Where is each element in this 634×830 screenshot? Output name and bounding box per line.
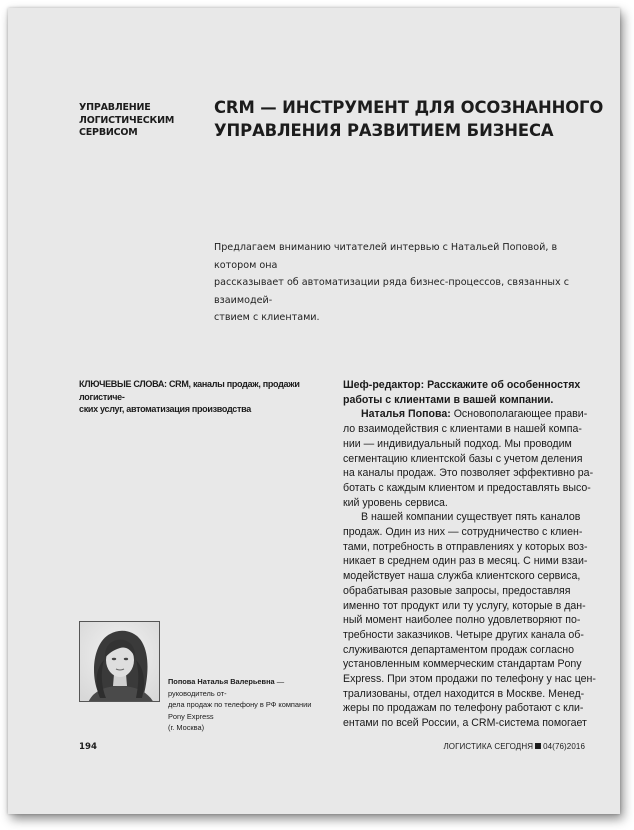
caption-name: Попова Наталья Валерьевна <box>168 677 275 686</box>
answer-name: Наталья Попова: <box>361 408 451 421</box>
article-lead: Предлагаем вниманию читателей интервью с Натальей Поповой, в котором она рассказывает об автоматизации ряда бизнес-процессов, связанных с взаимодей- ствием с клиентами. <box>214 242 569 324</box>
keywords: КЛЮЧЕВЫЕ СЛОВА: CRM, каналы продаж, продажи логистиче- ских услуг, автоматизация производства <box>79 379 300 414</box>
page-number: 194 <box>79 742 97 752</box>
portrait-image <box>80 622 160 702</box>
section-label: УПРАВЛЕНИЕ ЛОГИСТИЧЕСКИМ СЕРВИСОМ <box>79 102 175 138</box>
editor-question: Шеф-редактор: Расскажите об особенностях работы с клиентами в вашей компании. <box>343 379 581 406</box>
magazine-page <box>8 8 620 814</box>
author-photo <box>79 621 160 702</box>
photo-caption: Попова Наталья Валерьевна — руководитель от- дела продаж по телефону в РФ компании Pony Express (г. Москва) <box>168 677 312 732</box>
answer-paragraph-1: Наталья Попова: Основополагающее прави- ло взаимодействия с клиентами в нашей компа- нии — индивидуальный подход. Мы проводим сегментацию клиентской базы с учетом деления на каналы продаж. Это позволяет эффективно ра- ботать с каждым клиентом и предоставлять высо- кий уровень сервиса. <box>343 408 594 509</box>
square-separator-icon <box>535 743 541 749</box>
article-title: CRM — ИНСТРУМЕНТ ДЛЯ ОСОЗНАННОГО УПРАВЛЕНИЯ РАЗВИТИЕМ БИЗНЕСА <box>214 98 604 140</box>
magazine-name: ЛОГИСТИКА СЕГОДНЯ <box>443 742 534 751</box>
answer-paragraph-2: В нашей компании существует пять каналов продаж. Один из них — сотрудничество с клиен- тами, потребность в отправлениях у которых воз- никает в среднем один раз в месяц. С ними взаи- модействует наша служба клиентского сервиса, обрабатывая разовые запросы, предоставляя именно тот продукт или ту услугу, которые в дан- ный момент наиболее полно удовлетворяют по- требности заказчиков. Четыре других канала об- служиваются департаментом продаж согласно установленным коммерческим стандартам Pony Express. При этом продажи по телефону у нас цен- трализованы, отдел находится в Москве. Менед- жеры по продажам по телефону работают с кли- ентами по всей России, а CRM-система помогает <box>343 511 596 730</box>
issue-number: 04(76)2016 <box>543 742 585 751</box>
article-body <box>343 378 601 731</box>
magazine-footer <box>443 742 585 751</box>
